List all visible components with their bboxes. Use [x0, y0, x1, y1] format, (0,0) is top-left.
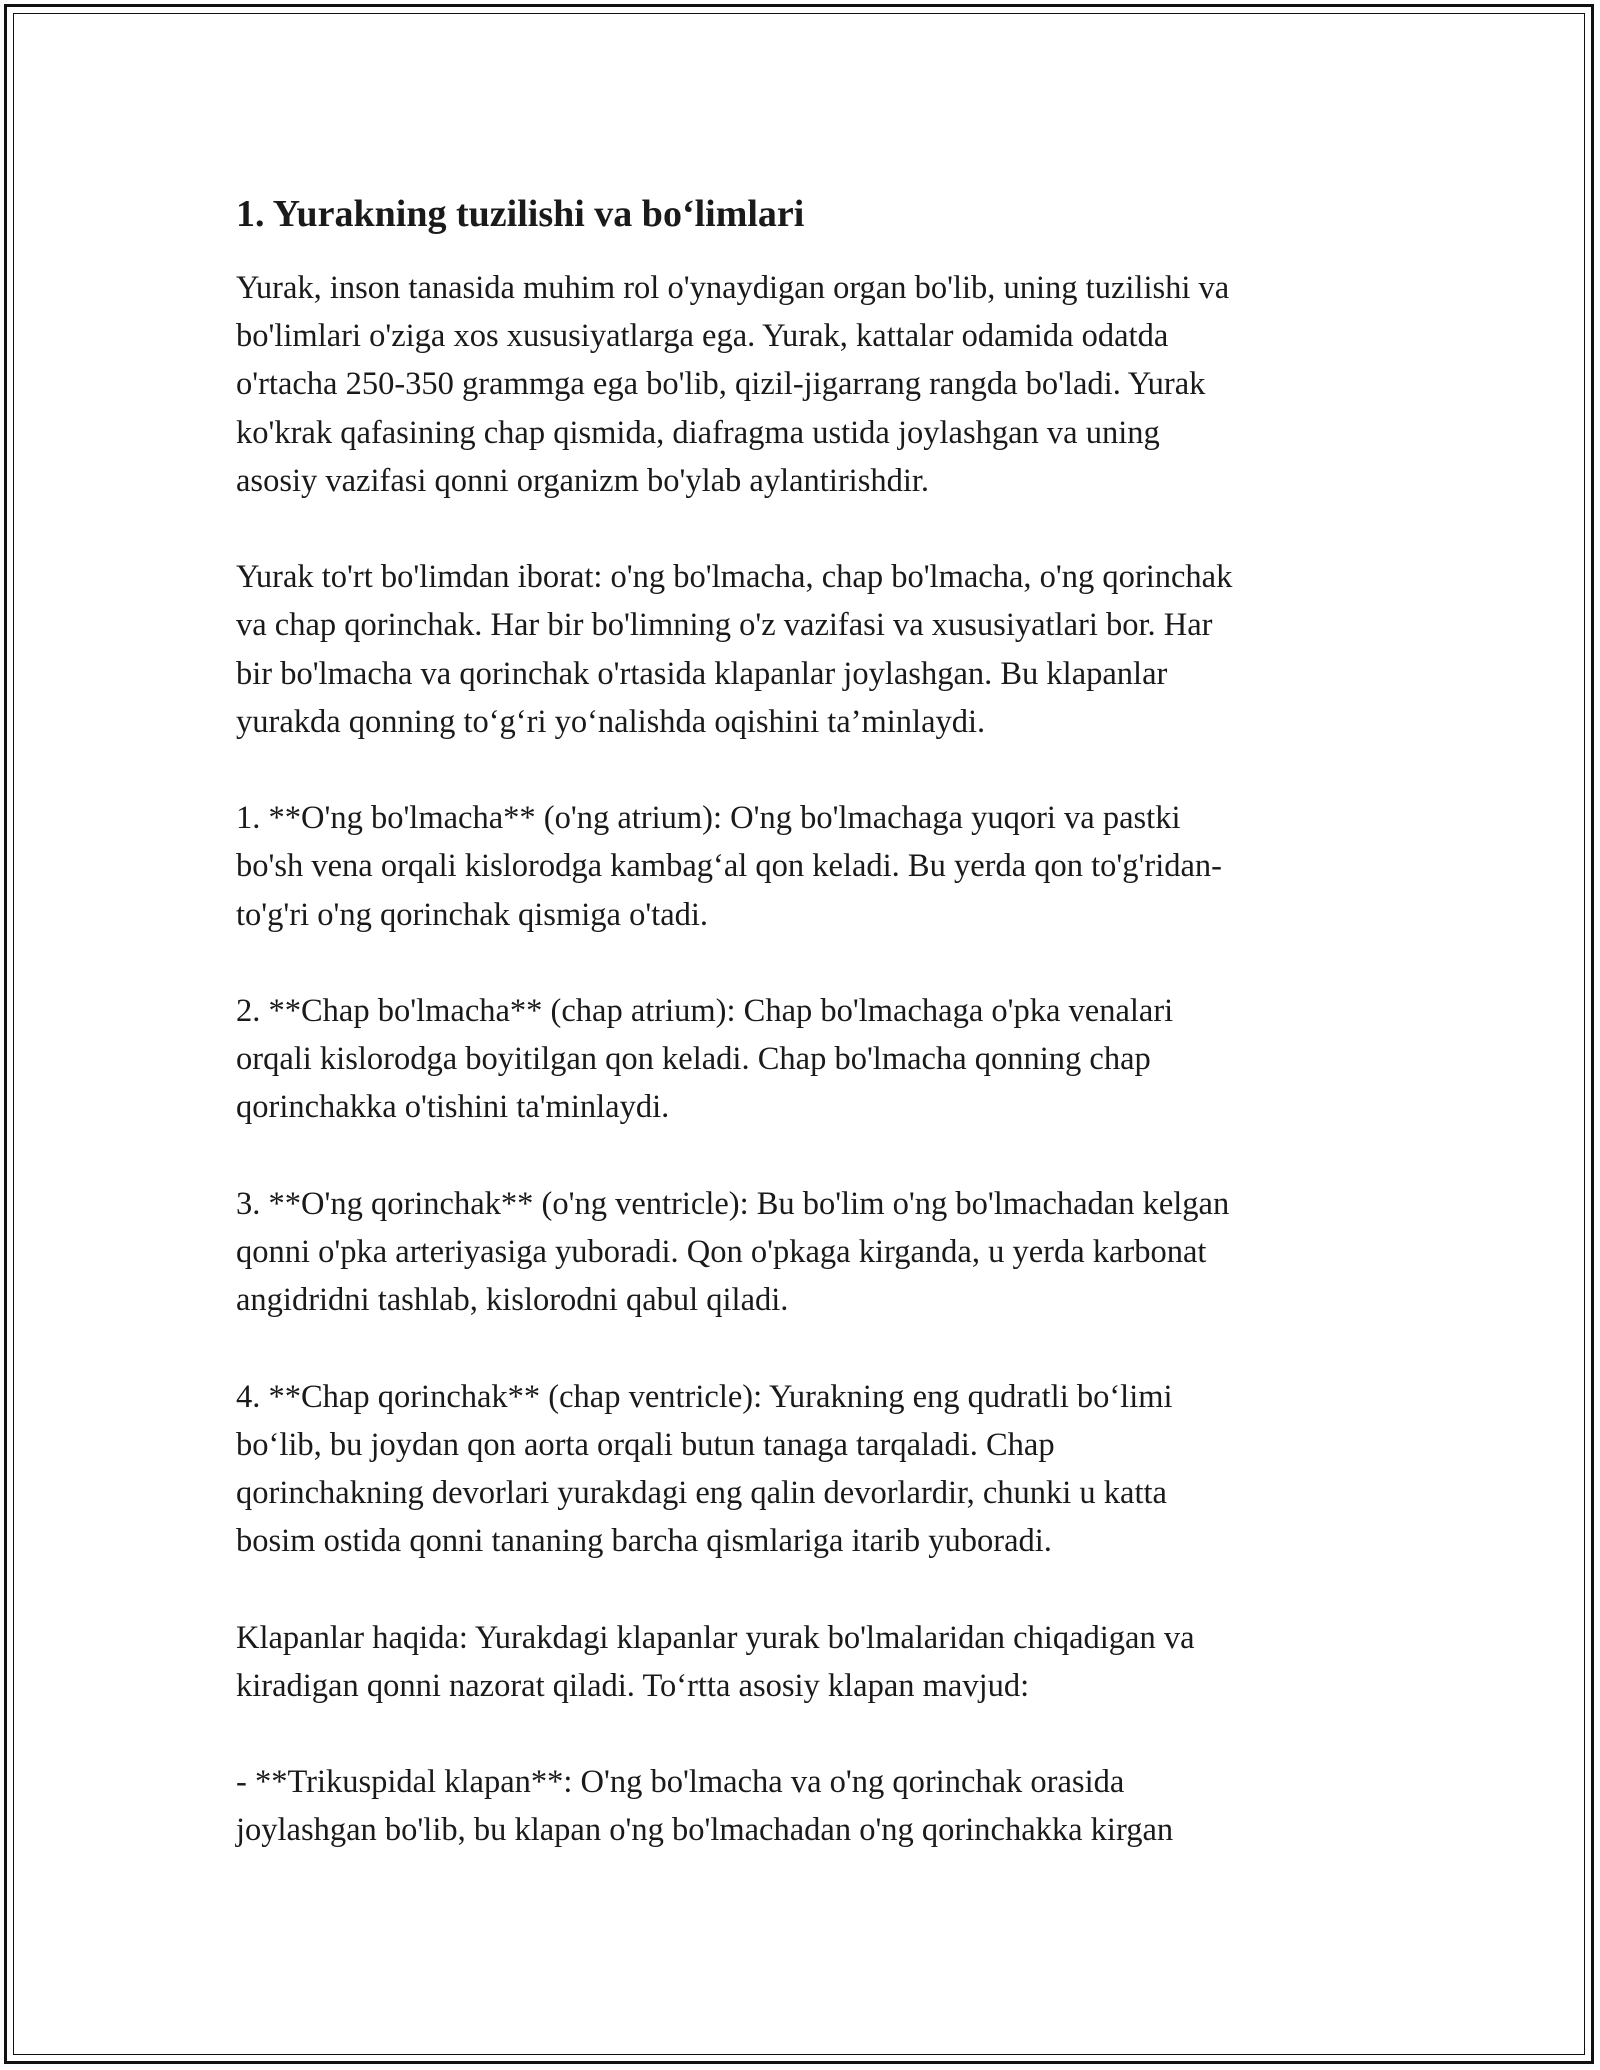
paragraph-left-ventricle: 4. **Chap qorinchak** (chap ventricle): Yurakning eng qudratli bo‘limi bo‘lib, bu joydan qon aorta orqali butun tanaga tarqaladi. Chap qorinchakning devorlari yurakdagi eng qalin devorlardir, chunki u katta bosim ostida qonni tananing barcha qismlariga itarib yuboradi. [236, 1378, 1173, 1560]
paragraph-intro: Yurak, inson tanasida muhim rol o'ynaydigan organ bo'lib, uning tuzilishi va bo'limlari o'ziga xos xususiyatlarga ega. Yurak, kattalar odamida odatda o'rtacha 250-350 grammga ega bo'lib, qizil-jigarrang rangda bo'ladi. Yurak ko'krak qafasining chap qismida, diafragma ustida joylashgan va uning asosiy vazifasi qonni organizm bo'ylab aylantirishdir. [236, 270, 1230, 499]
paragraph-left-atrium: 2. **Chap bo'lmacha** (chap atrium): Chap bo'lmachaga o'pka venalari orqali kislorodga boyitilgan qon keladi. Chap bo'lmacha qonning chap qorinchakka o'tishini ta'minlaydi. [236, 993, 1174, 1126]
paragraph-tricuspid-valve: - **Trikuspidal klapan**: O'ng bo'lmacha va o'ng qorinchak orasida joylashgan bo'lib, bu klapan o'ng bo'lmachadan o'ng qorinchakka kirgan [236, 1764, 1174, 1849]
paragraph-right-atrium: 1. **O'ng bo'lmacha** (o'ng atrium): O'ng bo'lmachaga yuqori va pastki bo'sh vena orqali kislorodga kambag‘al qon keladi. Bu yerda qon to'g'ridan- to'g'ri o'ng qorinchak qismiga o'tadi. [236, 800, 1222, 933]
paragraph-right-ventricle: 3. **O'ng qorinchak** (o'ng ventricle): Bu bo'lim o'ng bo'lmachadan kelgan qonni o'pka arteriyasiga yuboradi. Qon o'pkaga kirganda, u yerda karbonat angidridni tashlab, kislorodni qabul qiladi. [236, 1185, 1230, 1319]
paragraph-valves: Klapanlar haqida: Yurakdagi klapanlar yurak bo'lmalaridan chiqadigan va kiradigan qonni nazorat qiladi. To‘rtta asosiy klapan mavjud: [236, 1619, 1195, 1704]
document-body [236, 186, 1376, 1855]
section-heading: 1. Yurakning tuzilishi va bo‘limlari [236, 193, 805, 235]
paragraph-four-chambers: Yurak to'rt bo'limdan iborat: o'ng bo'lmacha, chap bo'lmacha, o'ng qorinchak va chap qorinchak. Har bir bo'limning o'z vazifasi va xususiyatlari bor. Har bir bo'lmacha va qorinchak o'rtasida klapanlar joylashgan. Bu klapanlar yurakda qonning to‘g‘ri yo‘nalishda oqishini ta’minlaydi. [236, 559, 1233, 740]
